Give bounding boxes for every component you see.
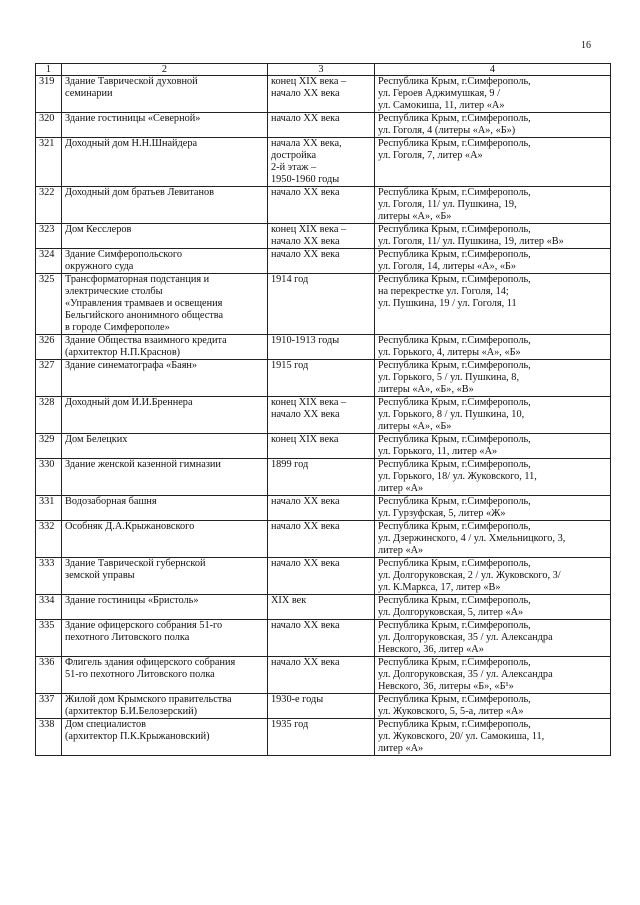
cell-object-name: Доходный дом И.И.Бреннера <box>62 397 268 434</box>
table-row <box>36 694 611 719</box>
cell-dating: начало XX века <box>268 657 375 694</box>
table-row <box>36 620 611 657</box>
cell-address: Республика Крым, г.Симферополь, ул. Гоголя, 14, литеры «А», «Б» <box>375 249 611 274</box>
cell-dating: конец XIX века <box>268 434 375 459</box>
cell-object-name: Здание Общества взаимного кредита (архитектор Н.П.Краснов) <box>62 335 268 360</box>
column-header-address: 4 <box>375 64 611 76</box>
cell-dating: начало XX века <box>268 496 375 521</box>
cell-number: 325 <box>36 274 62 335</box>
cell-dating: начало XX века <box>268 249 375 274</box>
cell-object-name: Здание гостиницы «Бристоль» <box>62 595 268 620</box>
cell-dating: начало XX века <box>268 620 375 657</box>
cell-address: Республика Крым, г.Симферополь, ул. Долгоруковская, 5, литер «А» <box>375 595 611 620</box>
table-row <box>36 187 611 224</box>
cell-number: 326 <box>36 335 62 360</box>
table-row <box>36 595 611 620</box>
cell-number: 333 <box>36 558 62 595</box>
cell-number: 321 <box>36 138 62 187</box>
cell-object-name: Здание женской казенной гимназии <box>62 459 268 496</box>
table-row <box>36 657 611 694</box>
table-row <box>36 521 611 558</box>
cell-dating: 1914 год <box>268 274 375 335</box>
cell-object-name: Здание синематографа «Баян» <box>62 360 268 397</box>
cell-object-name: Особняк Д.А.Крыжановского <box>62 521 268 558</box>
cell-dating: начало XX века <box>268 113 375 138</box>
cell-address: Республика Крым, г.Симферополь, ул. Горького, 4, литеры «А», «Б» <box>375 335 611 360</box>
cell-address: Республика Крым, г.Симферополь, ул. Гоголя, 4 (литеры «А», «Б») <box>375 113 611 138</box>
cell-object-name: Здание офицерского собрания 51-го пехотного Литовского полка <box>62 620 268 657</box>
cell-object-name: Здание Симферопольского окружного суда <box>62 249 268 274</box>
cell-object-name: Трансформаторная подстанция и электрические столбы «Управления трамваев и освещения Бельгийского анонимного общества в городе Симферополе» <box>62 274 268 335</box>
table-row <box>36 274 611 335</box>
cell-object-name: Дом специалистов (архитектор П.К.Крыжановский) <box>62 719 268 756</box>
header-row <box>36 64 611 76</box>
column-header-date: 3 <box>268 64 375 76</box>
cell-object-name: Дом Белецких <box>62 434 268 459</box>
cell-address: Республика Крым, г.Симферополь, ул. Горького, 11, литер «А» <box>375 434 611 459</box>
cell-address: Республика Крым, г.Симферополь, ул. Гоголя, 7, литер «А» <box>375 138 611 187</box>
cell-address: Республика Крым, г.Симферополь, ул. Горького, 8 / ул. Пушкина, 10, литеры «А», «Б» <box>375 397 611 434</box>
cell-object-name: Водозаборная башня <box>62 496 268 521</box>
table-row <box>36 496 611 521</box>
cell-dating: 1899 год <box>268 459 375 496</box>
cell-number: 332 <box>36 521 62 558</box>
table-body <box>36 76 611 756</box>
table-row <box>36 360 611 397</box>
table-row <box>36 138 611 187</box>
cell-number: 319 <box>36 76 62 113</box>
cell-address: Республика Крым, г.Симферополь, ул. Гоголя, 11/ ул. Пушкина, 19, литер «В» <box>375 224 611 249</box>
cell-number: 329 <box>36 434 62 459</box>
cell-address: Республика Крым, г.Симферополь, ул. Гурзуфская, 5, литер «Ж» <box>375 496 611 521</box>
cell-dating: начала XX века, достройка 2-й этаж – 1950-1960 годы <box>268 138 375 187</box>
cell-address: Республика Крым, г.Симферополь, ул. Долгоруковская, 35 / ул. Александра Невского, 36, литеры «Б», «Б¹» <box>375 657 611 694</box>
table-row <box>36 434 611 459</box>
table-row <box>36 459 611 496</box>
table-row <box>36 113 611 138</box>
cell-dating: 1910-1913 годы <box>268 335 375 360</box>
cell-dating: XIX век <box>268 595 375 620</box>
table-row <box>36 397 611 434</box>
table-row <box>36 224 611 249</box>
table-row <box>36 76 611 113</box>
cell-number: 334 <box>36 595 62 620</box>
cell-number: 336 <box>36 657 62 694</box>
cell-number: 331 <box>36 496 62 521</box>
cell-address: Республика Крым, г.Симферополь, ул. Долгоруковская, 35 / ул. Александра Невского, 36, литер «А» <box>375 620 611 657</box>
cell-dating: начало XX века <box>268 521 375 558</box>
cell-address: Республика Крым, г.Симферополь, ул. Гоголя, 11/ ул. Пушкина, 19, литеры «А», «Б» <box>375 187 611 224</box>
cell-number: 328 <box>36 397 62 434</box>
cell-dating: конец XIX века – начало XX века <box>268 397 375 434</box>
cell-address: Республика Крым, г.Симферополь, ул. Горького, 5 / ул. Пушкина, 8, литеры «А», «Б», «В» <box>375 360 611 397</box>
cell-dating: конец XIX века – начало XX века <box>268 76 375 113</box>
cell-address: Республика Крым, г.Симферополь, ул. Дзержинского, 4 / ул. Хмельницкого, 3, литер «А» <box>375 521 611 558</box>
cell-object-name: Доходный дом братьев Левитанов <box>62 187 268 224</box>
cell-number: 338 <box>36 719 62 756</box>
cell-address: Республика Крым, г.Симферополь, ул. Жуковского, 20/ ул. Самокиша, 11, литер «А» <box>375 719 611 756</box>
cell-address: Республика Крым, г.Симферополь, ул. Горького, 18/ ул. Жуковского, 11, литер «А» <box>375 459 611 496</box>
cell-address: Республика Крым, г.Симферополь, ул. Жуковского, 5, 5-а, литер «А» <box>375 694 611 719</box>
table-row <box>36 558 611 595</box>
table-row <box>36 719 611 756</box>
cell-dating: 1930-е годы <box>268 694 375 719</box>
cell-number: 320 <box>36 113 62 138</box>
cell-number: 322 <box>36 187 62 224</box>
cell-number: 327 <box>36 360 62 397</box>
cell-dating: 1915 год <box>268 360 375 397</box>
cell-number: 330 <box>36 459 62 496</box>
cell-object-name: Флигель здания офицерского собрания 51-го пехотного Литовского полка <box>62 657 268 694</box>
cell-number: 337 <box>36 694 62 719</box>
page-number: 16 <box>581 40 591 51</box>
cell-dating: 1935 год <box>268 719 375 756</box>
cell-object-name: Доходный дом Н.Н.Шнайдера <box>62 138 268 187</box>
cell-object-name: Дом Кесслеров <box>62 224 268 249</box>
table-row <box>36 335 611 360</box>
cell-dating: конец XIX века – начало XX века <box>268 224 375 249</box>
cell-number: 335 <box>36 620 62 657</box>
table-row <box>36 249 611 274</box>
cell-object-name: Здание Таврической духовной семинарии <box>62 76 268 113</box>
column-header-number: 1 <box>36 64 62 76</box>
heritage-registry-table <box>35 63 611 756</box>
cell-dating: начало XX века <box>268 187 375 224</box>
cell-object-name: Здание гостиницы «Северной» <box>62 113 268 138</box>
cell-object-name: Здание Таврической губернской земской управы <box>62 558 268 595</box>
cell-object-name: Жилой дом Крымского правительства (архитектор Б.И.Белозерский) <box>62 694 268 719</box>
cell-address: Республика Крым, г.Симферополь, ул. Героев Аджимушкая, 9 / ул. Самокиша, 11, литер «А» <box>375 76 611 113</box>
cell-dating: начало XX века <box>268 558 375 595</box>
cell-number: 324 <box>36 249 62 274</box>
column-header-name: 2 <box>62 64 268 76</box>
cell-number: 323 <box>36 224 62 249</box>
cell-address: Республика Крым, г.Симферополь, ул. Долгоруковская, 2 / ул. Жуковского, 3/ ул. К.Маркса, 17, литер «В» <box>375 558 611 595</box>
cell-address: Республика Крым, г.Симферополь, на перекрестке ул. Гоголя, 14; ул. Пушкина, 19 / ул. Гоголя, 11 <box>375 274 611 335</box>
